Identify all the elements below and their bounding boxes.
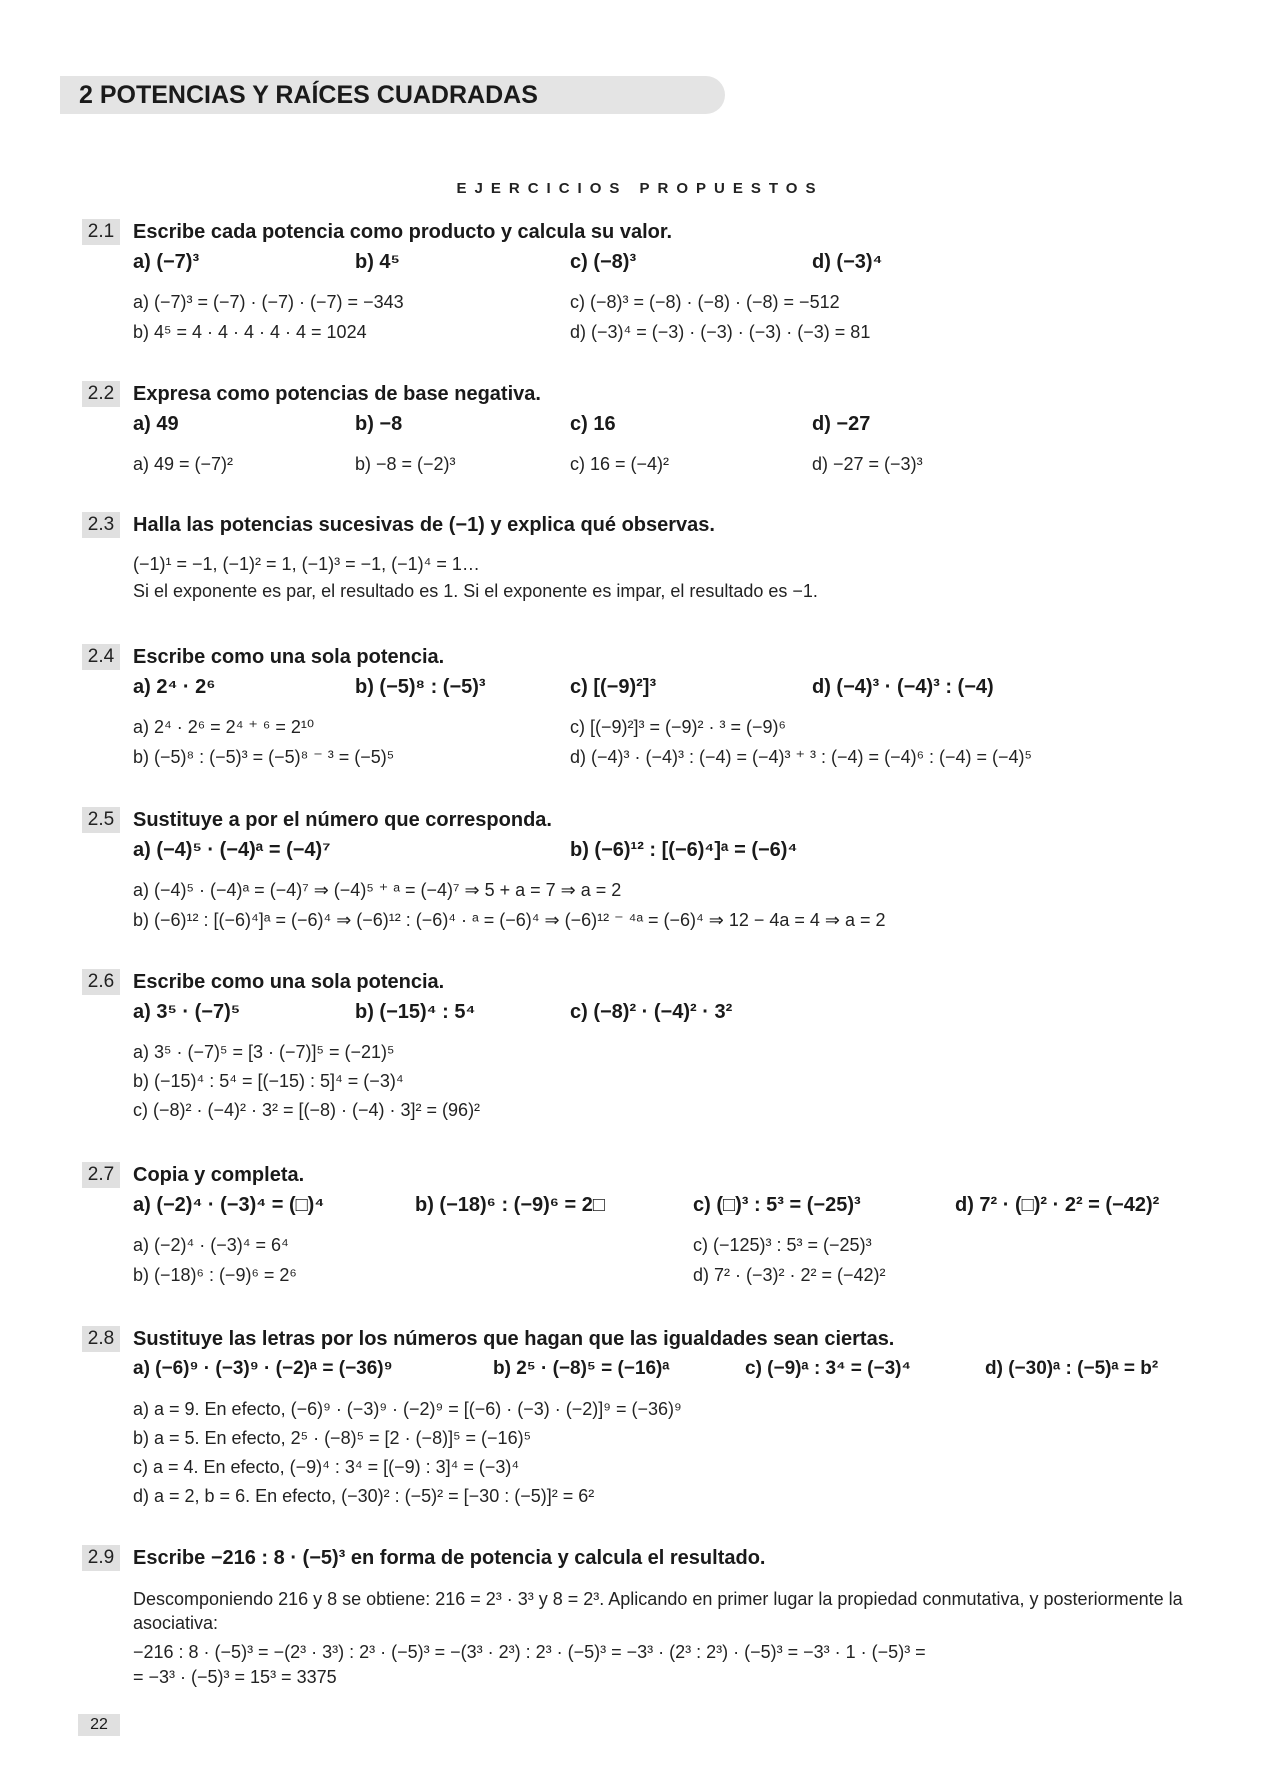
option-c: c) (−8)² · (−4)² · 3² (570, 1001, 733, 1023)
exercise-question: Escribe −216 : 8 · (−5)³ en forma de potencia y calcula el resultado. (133, 1547, 766, 1569)
exercise-question: Expresa como potencias de base negativa. (133, 383, 541, 405)
option-c: c) (−8)³ (570, 251, 637, 273)
answer-d: d) (−3)⁴ = (−3) · (−3) · (−3) · (−3) = 81 (570, 322, 871, 342)
answer-a: a) (−7)³ = (−7) · (−7) · (−7) = −343 (133, 292, 404, 312)
exercise-number: 2.6 (82, 969, 120, 995)
answer-a: a) 49 = (−7)² (133, 454, 234, 474)
answer-c: c) (−8)² · (−4)² · 3² = [(−8) · (−4) · 3]² = (96)² (133, 1100, 481, 1120)
option-c: c) (−9)ᵃ : 3⁴ = (−3)⁴ (745, 1358, 911, 1379)
exercise-number: 2.5 (82, 807, 120, 833)
answer-b: b) 4⁵ = 4 · 4 · 4 · 4 · 4 = 1024 (133, 322, 367, 342)
exercise-question: Escribe como una sola potencia. (133, 646, 445, 668)
exercise-question: Sustituye las letras por los números que hagan que las igualdades sean ciertas. (133, 1328, 895, 1350)
section-heading: EJERCICIOS PROPUESTOS (456, 180, 824, 197)
answer-b: b) (−6)¹² : [(−6)⁴]ᵃ = (−6)⁴ ⇒ (−6)¹² : (−6)⁴ · ᵃ = (−6)⁴ ⇒ (−6)¹² ⁻ ⁴ᵃ = (−6)⁴ ⇒ 12 − 4a = 4 ⇒ a = 2 (133, 910, 886, 930)
option-b: b) (−15)⁴ : 5⁴ (355, 1001, 476, 1023)
exercise-number: 2.4 (82, 644, 120, 670)
exercise-question: Escribe como una sola potencia. (133, 971, 445, 993)
option-a: a) (−2)⁴ · (−3)⁴ = (□)⁴ (133, 1194, 325, 1216)
answer-c: c) [(−9)²]³ = (−9)² · ³ = (−9)⁶ (570, 717, 786, 737)
answer-c: c) (−8)³ = (−8) · (−8) · (−8) = −512 (570, 292, 840, 312)
answer-b: b) (−15)⁴ : 5⁴ = [(−15) : 5]⁴ = (−3)⁴ (133, 1071, 404, 1091)
answer-b: b) −8 = (−2)³ (355, 454, 456, 474)
option-b: b) 4⁵ (355, 251, 400, 273)
option-d: d) (−4)³ · (−4)³ : (−4) (812, 676, 994, 698)
answer-line-2: = −3³ · (−5)³ = 15³ = 3375 (133, 1667, 337, 1687)
exercise-question: Halla las potencias sucesivas de (−1) y explica qué observas. (133, 514, 715, 536)
answer-c: c) (−125)³ : 5³ = (−25)³ (693, 1235, 872, 1255)
exercise-number: 2.8 (82, 1326, 120, 1352)
page-title: 2 POTENCIAS Y RAÍCES CUADRADAS (79, 81, 538, 109)
answer-paragraph: Descomponiendo 216 y 8 se obtiene: 216 = 2³ · 3³ y 8 = 2³. Aplicando en primer lugar la propiedad conmutativa, y posteriormente la asociativa: (133, 1589, 1183, 1633)
answer-a: a) 3⁵ · (−7)⁵ = [3 · (−7)]⁵ = (−21)⁵ (133, 1042, 395, 1062)
exercise-number: 2.7 (82, 1162, 120, 1188)
option-d: d) −27 (812, 413, 871, 435)
option-a: a) (−4)⁵ · (−4)ᵃ = (−4)⁷ (133, 839, 331, 861)
exercise-number: 2.1 (82, 219, 120, 245)
answer-a: a) 2⁴ · 2⁶ = 2⁴ ⁺ ⁶ = 2¹⁰ (133, 717, 315, 737)
option-a: a) (−6)⁹ · (−3)⁹ · (−2)ᵃ = (−36)⁹ (133, 1358, 393, 1379)
answer-line-1: −216 : 8 · (−5)³ = −(2³ · 3³) : 2³ · (−5)³ = −(3³ · 2³) : 2³ · (−5)³ = −3³ · (2³ : 2³) · (−5)³ = −3³ · 1 · (−5)³ = (133, 1642, 926, 1662)
option-c: c) [(−9)²]³ (570, 676, 657, 698)
answer-d: d) 7² · (−3)² · 2² = (−42)² (693, 1265, 886, 1285)
answer-c: c) 16 = (−4)² (570, 454, 670, 474)
option-c: c) 16 (570, 413, 616, 435)
answer-a: a) (−4)⁵ · (−4)ᵃ = (−4)⁷ ⇒ (−4)⁵ ⁺ ᵃ = (−4)⁷ ⇒ 5 + a = 7 ⇒ a = 2 (133, 880, 622, 900)
answer-line-1: (−1)¹ = −1, (−1)² = 1, (−1)³ = −1, (−1)⁴ = 1… (133, 554, 480, 574)
answer-b: b) (−5)⁸ : (−5)³ = (−5)⁸ ⁻ ³ = (−5)⁵ (133, 747, 395, 767)
option-b: b) (−5)⁸ : (−5)³ (355, 676, 486, 698)
option-a: a) 49 (133, 413, 179, 435)
option-d: d) 7² · (□)² · 2² = (−42)² (955, 1194, 1160, 1216)
option-a: a) 2⁴ · 2⁶ (133, 676, 216, 698)
option-a: a) 3⁵ · (−7)⁵ (133, 1001, 241, 1023)
answer-d: d) −27 = (−3)³ (812, 454, 923, 474)
option-b: b) (−6)¹² : [(−6)⁴]ᵃ = (−6)⁴ (570, 839, 798, 861)
option-b: b) (−18)⁶ : (−9)⁶ = 2□ (415, 1194, 605, 1216)
option-d: d) (−3)⁴ (812, 251, 883, 273)
exercise-number: 2.3 (82, 512, 120, 538)
answer-b: b) (−18)⁶ : (−9)⁶ = 2⁶ (133, 1265, 297, 1285)
answer-d: d) a = 2, b = 6. En efecto, (−30)² : (−5)² = [−30 : (−5)]² = 6² (133, 1486, 595, 1506)
option-c: c) (□)³ : 5³ = (−25)³ (693, 1194, 861, 1216)
answer-a: a) a = 9. En efecto, (−6)⁹ · (−3)⁹ · (−2)⁹ = [(−6) · (−3) · (−2)]⁹ = (−36)⁹ (133, 1399, 682, 1419)
exercise-question: Escribe cada potencia como producto y calcula su valor. (133, 221, 673, 243)
answer-b: b) a = 5. En efecto, 2⁵ · (−8)⁵ = [2 · (−8)]⁵ = (−16)⁵ (133, 1428, 532, 1448)
answer-a: a) (−2)⁴ · (−3)⁴ = 6⁴ (133, 1235, 289, 1255)
option-b: b) 2⁵ · (−8)⁵ = (−16)ᵃ (493, 1358, 670, 1379)
answer-line-2: Si el exponente es par, el resultado es 1. Si el exponente es impar, el resultado es −1. (133, 581, 818, 601)
exercise-number: 2.9 (82, 1545, 120, 1571)
option-d: d) (−30)ᵃ : (−5)ᵃ = b² (985, 1358, 1159, 1379)
answer-d: d) (−4)³ · (−4)³ : (−4) = (−4)³ ⁺ ³ : (−4) = (−4)⁶ : (−4) = (−4)⁵ (570, 747, 1032, 767)
exercise-number: 2.2 (82, 381, 120, 407)
answer-c: c) a = 4. En efecto, (−9)⁴ : 3⁴ = [(−9) : 3]⁴ = (−3)⁴ (133, 1457, 520, 1477)
exercise-question: Sustituye a por el número que corresponda. (133, 809, 552, 831)
exercise-question: Copia y completa. (133, 1164, 305, 1186)
option-b: b) −8 (355, 413, 403, 435)
page-number: 22 (78, 1714, 120, 1736)
option-a: a) (−7)³ (133, 251, 200, 273)
